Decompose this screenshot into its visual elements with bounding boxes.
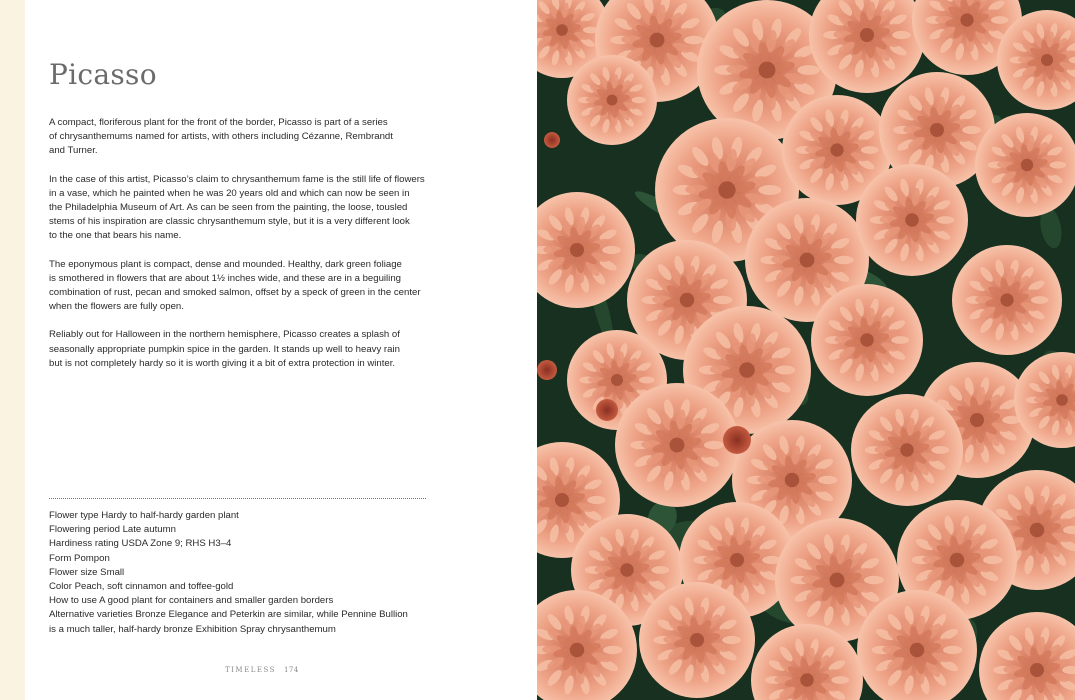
text-line: to the one that bears his name.: [49, 230, 182, 242]
chrysanthemum-bloom: [615, 383, 739, 507]
page-footer: [225, 666, 299, 674]
text-line: The eponymous plant is compact, dense and mounded. Healthy, dark green foliage: [49, 258, 402, 270]
spec-line: Flowering period Late autumn: [49, 524, 176, 536]
paragraph: [49, 328, 429, 371]
flower-bud: [537, 360, 557, 380]
paragraph: [49, 258, 429, 315]
chrysanthemum-bloom: [851, 394, 963, 506]
plant-specs: [49, 509, 408, 637]
chrysanthemum-bloom: [856, 164, 968, 276]
chrysanthemum-bloom: [952, 245, 1062, 355]
text-line: seasonally appropriate pumpkin spice in the garden. It stands up well to heavy rain: [49, 343, 400, 355]
spec-line: Hardiness rating USDA Zone 9; RHS H3–4: [49, 538, 232, 550]
page-number: 174: [283, 666, 299, 674]
paragraph: [49, 173, 429, 244]
text-line: In the case of this artist, Picasso’s claim to chrysanthemum fame is the still life of flowers: [49, 173, 425, 185]
text-line: in a vase, which he painted when he was 20 years old and which can now be seen in: [49, 187, 410, 199]
chrysanthemum-photo: [537, 0, 1075, 700]
spec-line: Alternative varieties Bronze Elegance and Peterkin are similar, while Pennine Bullion: [49, 609, 408, 621]
paragraph: [49, 116, 429, 159]
text-line: A compact, floriferous plant for the front of the border, Picasso is part of a series: [49, 117, 388, 128]
text-line: the Philadelphia Museum of Art. As can be seen from the painting, the loose, tousled: [49, 202, 408, 214]
spec-line: Flower type Hardy to half-hardy garden plant: [49, 510, 239, 521]
text-line: of chrysanthemums named for artists, with others including Cézanne, Rembrandt: [49, 131, 393, 143]
dotted-divider: [49, 498, 426, 499]
spec-line: Color Peach, soft cinnamon and toffee-gold: [49, 581, 234, 593]
chrysanthemum-bloom: [639, 582, 755, 698]
page-title: Picasso: [49, 58, 157, 91]
text-line: and Turner.: [49, 145, 98, 157]
text-line: combination of rust, pecan and smoked salmon, offset by a speck of green in the center: [49, 287, 421, 299]
spec-line: is a much taller, half-hardy bronze Exhibition Spray chrysanthemum: [49, 623, 336, 635]
body-text: [49, 116, 429, 385]
text-line: stems of his inspiration are classic chrysanthemum style, but it is a very different look: [49, 216, 410, 228]
left-page: [25, 0, 537, 700]
previous-page-edge: [0, 0, 25, 700]
text-line: when the flowers are fully open.: [49, 301, 184, 313]
chrysanthemum-bloom: [567, 55, 657, 145]
running-section-title: TIMELESS: [225, 666, 276, 674]
spec-line: Form Pompon: [49, 552, 110, 564]
text-line: is smothered in flowers that are about 1½ inches wide, and these are in a beguiling: [49, 272, 401, 284]
flower-bud: [596, 399, 618, 421]
chrysanthemum-bloom: [811, 284, 923, 396]
spec-line: Flower size Small: [49, 566, 125, 578]
flower-illustration: [537, 0, 1075, 700]
text-line: but is not completely hardy so it is worth giving it a bit of extra protection in winter.: [49, 357, 396, 369]
chrysanthemum-bloom: [975, 113, 1075, 217]
text-line: Reliably out for Halloween in the northern hemisphere, Picasso creates a splash of: [49, 329, 400, 341]
flower-bud: [544, 132, 560, 148]
spec-line: How to use A good plant for containers and smaller garden borders: [49, 595, 334, 607]
flower-bud: [723, 426, 751, 454]
